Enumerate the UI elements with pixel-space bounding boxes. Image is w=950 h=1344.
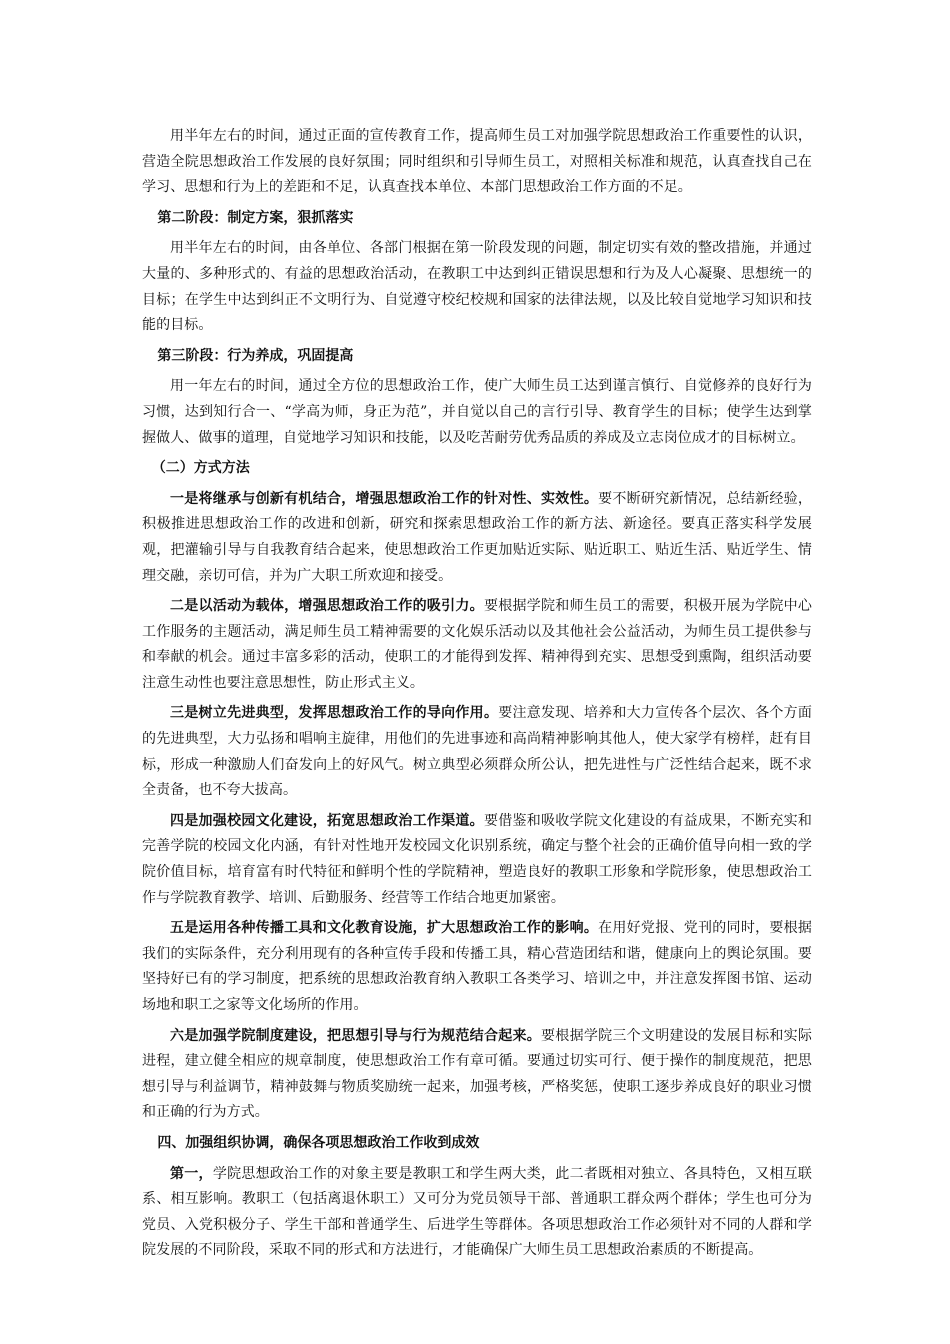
method-1-paragraph [142, 487, 812, 589]
method-1-body: 要不断研究新情况，总结新经验，积极推进思想政治工作的改进和创新，研究和探索思想政治工作的新方法、新途径。要真正落实科学发展观，把灌输引导与自我教育结合起来，使思想政治工作更加贴近实际、贴近职工、贴近生活、贴近学生、情理交融，亲切可信，并为广大职工所欢迎和接受。 [142, 490, 813, 584]
method-1-lead: 一是将继承与创新有机结合，增强思想政治工作的针对性、实效性。 [170, 490, 599, 507]
section4-heading: 四、加强组织协调，确保各项思想政治工作收到成效 [157, 1134, 480, 1151]
method-5-lead: 五是运用各种传播工具和文化教育设施，扩大思想政治工作的影响。 [170, 920, 599, 937]
method-2-lead: 二是以活动为载体，增强思想政治工作的吸引力。 [170, 598, 484, 615]
methods-heading: （二）方式方法 [151, 460, 250, 477]
method-4-body: 要借鉴和吸收学院文化建设的有益成果，不断充实和完善学院的校园文化内涵，有针对性地开发校园文化识别系统，确定与整个社会的正确价值导向相一致的学院价值目标，培育富有时代特征和鲜明个性的学院精神，塑造良好的教职工形象和学院形象，使思想政治工作与学院教育教学、培训、后勤服务、经营等工作结合地更加紧密。 [142, 812, 812, 906]
method-2-paragraph [142, 594, 812, 696]
section4-paragraph [142, 1162, 812, 1264]
section4-lead: 第一， [170, 1165, 213, 1182]
document-page [142, 124, 812, 1269]
method-5-paragraph [142, 916, 812, 1018]
method-2-body: 要根据学院和师生员工的需要，积极开展为学院中心工作服务的主题活动，满足师生员工精神需要的文化娱乐活动以及其他社会公益活动，为师生员工提供参与和奉献的机会。通过丰富多彩的活动，使职工的才能得到发挥、精神得到充实、思想受到熏陶，组织活动要注意生动性也要注意思想性，防止形式主义。 [142, 598, 812, 691]
method-5-body: 在用好党报、党刊的同时，要根据我们的实际条件，充分利用现有的各种宣传手段和传播工具，精心营造团结和谐，健康向上的舆论氛围。要坚持好已有的学习制度，把系统的思想政治教育纳入教职工各类学习、培训之中，并注意发挥图书馆、运动场地和职工之家等文化场所的作用。 [142, 920, 813, 1013]
method-3-body: 要注意发现、培养和大力宣传各个层次、各个方面的先进典型，大力弘扬和唱响主旋律，用他们的先进事迹和高尚精神影响其他人，使大家学有榜样，赶有目标，形成一种激励人们奋发向上的好风气。树立典型必须群众所公认，把先进性与广泛性结合起来，既不求全责备，也不夸大拔高。 [142, 705, 812, 799]
method-6-body: 要根据学院三个文明建设的发展目标和实际进程，建立健全相应的规章制度，使思想政治工作有章可循。要通过切实可行、便于操作的制度规范，把思想引导与利益调节，精神鼓舞与物质奖励统一起来，加强考核，严格奖惩，使职工逐步养成良好的职业习惯和正确的行为方式。 [142, 1027, 812, 1121]
stage2-paragraph: 用半年左右的时间，由各单位、各部门根据在第一阶段发现的问题，制定切实有效的整改措施，并通过大量的、多种形式的、有益的思想政治活动，在教职工中达到纠正错误思想和行为及人心凝聚、思想统一的目标；在学生中达到纠正不文明行为、自觉遵守校纪校规和国家的法律法规，以及比较自觉地学习知识和技能的目标。 [142, 240, 812, 334]
method-4-paragraph [142, 809, 812, 911]
method-4-lead: 四是加强校园文化建设，拓宽思想政治工作渠道。 [170, 812, 484, 829]
method-3-lead: 三是树立先进典型，发挥思想政治工作的导向作用。 [170, 705, 499, 722]
method-6-lead: 六是加强学院制度建设，把思想引导与行为规范结合起来。 [170, 1027, 542, 1044]
method-3-paragraph [142, 701, 812, 803]
method-6-paragraph [142, 1024, 812, 1126]
stage3-paragraph: 用一年左右的时间，通过全方位的思想政治工作，使广大师生员工达到谨言慎行、自觉修养的良好行为习惯，达到知行合一、“学高为师，身正为范”，并自觉以自己的言行引导、教育学生的目标；使学生达到掌握做人、做事的道理，自觉地学习知识和技能，以及吃苦耐劳优秀品质的养成及立志岗位成才的目标树立。 [142, 378, 812, 446]
section4-body: 学院思想政治工作的对象主要是教职工和学生两大类，此二者既相对独立、各具特色，又相互联系、相互影响。教职工（包括离退休职工）又可分为党员领导干部、普通职工群众两个群体；学生也可分为党员、入党积极分子、学生干部和普通学生、后进学生等群体。各项思想政治工作必须针对不同的人群和学院发展的不同阶段，采取不同的形式和方法进行，才能确保广大师生员工思想政治素质的不断提高。 [142, 1165, 812, 1259]
stage2-heading: 第二阶段：制定方案，狠抓落实 [157, 209, 354, 226]
stage1-paragraph: 用半年左右的时间，通过正面的宣传教育工作，提高师生员工对加强学院思想政治工作重要性的认识，营造全院思想政治工作发展的良好氛围；同时组织和引导师生员工，对照相关标准和规范，认真查找自己在学习、思想和行为上的差距和不足，认真查找本单位、本部门思想政治工作方面的不足。 [142, 128, 812, 196]
stage3-heading: 第三阶段：行为养成，巩固提高 [157, 347, 354, 364]
